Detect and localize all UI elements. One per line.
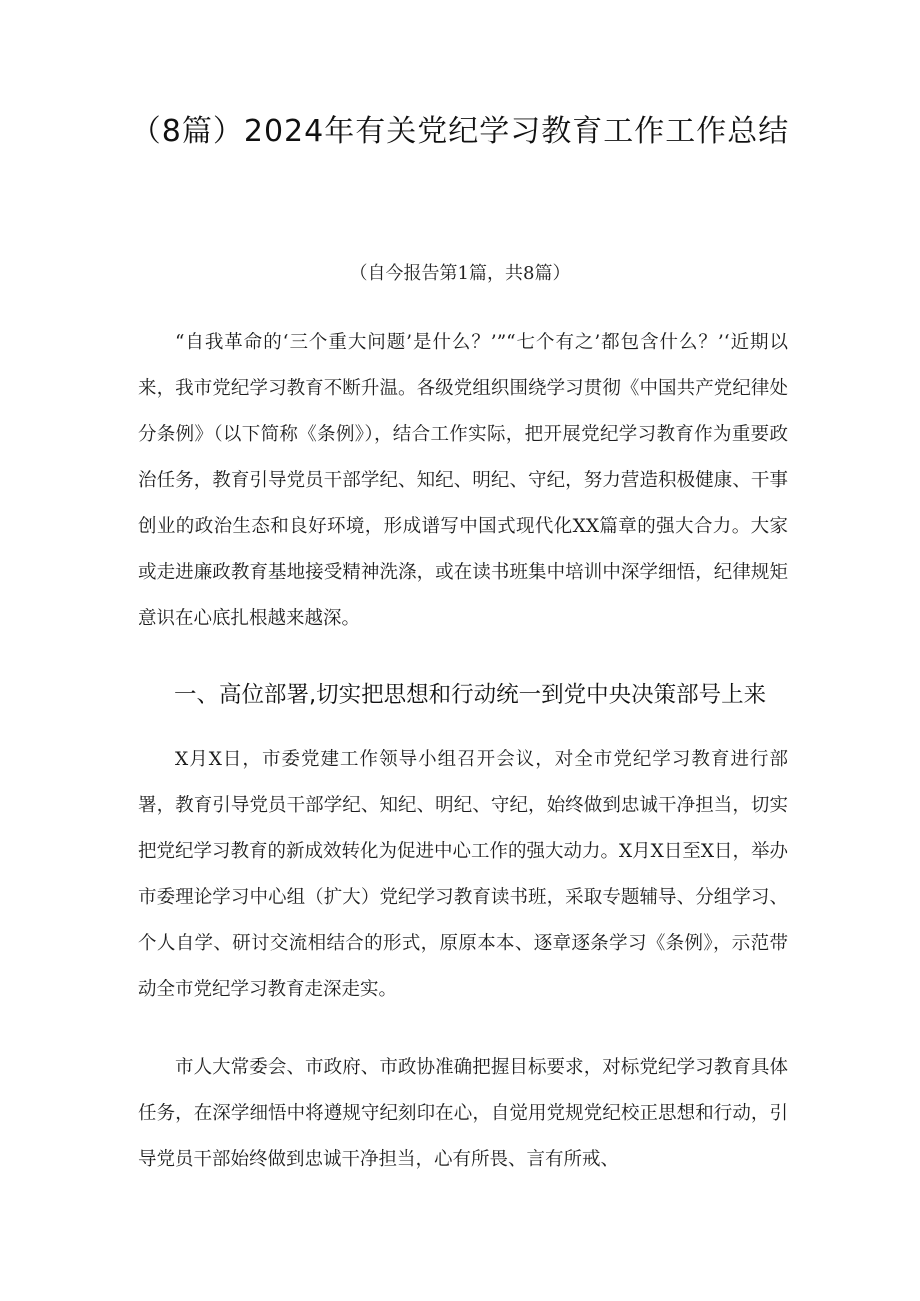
section-paragraph: X月X日，市委党建工作领导小组召开会议，对全市党纪学习教育进行部署，教育引导党员干部学纪、知纪、明纪、守纪，始终做到忠诚干净担当，切实把党纪学习教育的新成效转化为促进中心工作的强大动力。X月X日至X日，举办市委理论学习中心组（扩大）党纪学习教育读书班，采取专题辅导、分组学习、个人自学、研讨交流相结合的形式，原原本本、逐章逐条学习《条例》，示范带动全市党纪学习教育走深走实。 bbox=[138, 749, 789, 1000]
intro-paragraph: “自我革命的‘三个重大问题’是什么？’”“七个有之’都包含什么？’‘近期以来，我市党纪学习教育不断升温。各级党组织围绕学习贯彻《中国共产党纪律处分条例》（以下简称《条例》），结合工作实际，把开展党纪学习教育作为重要政治任务，教育引导党员干部学纪、知纪、明纪、守纪，努力营造积极健康、干事创业的政治生态和良好环境，形成谱写中国式现代化XX篇章的强大合力。大家或走进廉政教育基地接受精神洗涤，或在读书班集中培训中深学细悟，纪律规矩意识在心底扎根越来越深。 bbox=[138, 332, 788, 629]
section-paragraph: 市人大常委会、市政府、市政协准确把握目标要求，对标党纪学习教育具体任务，在深学细悟中将遵规守纪刻印在心，自觉用党规党纪校正思想和行动，引导党员干部始终做到忠诚干净担当，心有所畏、言有所戒、 bbox=[138, 1057, 788, 1170]
section-heading: 一、高位部署,切实把思想和行动统一到党中央决策部号上来 bbox=[174, 682, 767, 708]
document-subtitle: （自今报告第1篇，共8篇） bbox=[349, 263, 571, 284]
document-title: （8篇）2024年有关党纪学习教育工作工作总结 bbox=[130, 114, 790, 149]
